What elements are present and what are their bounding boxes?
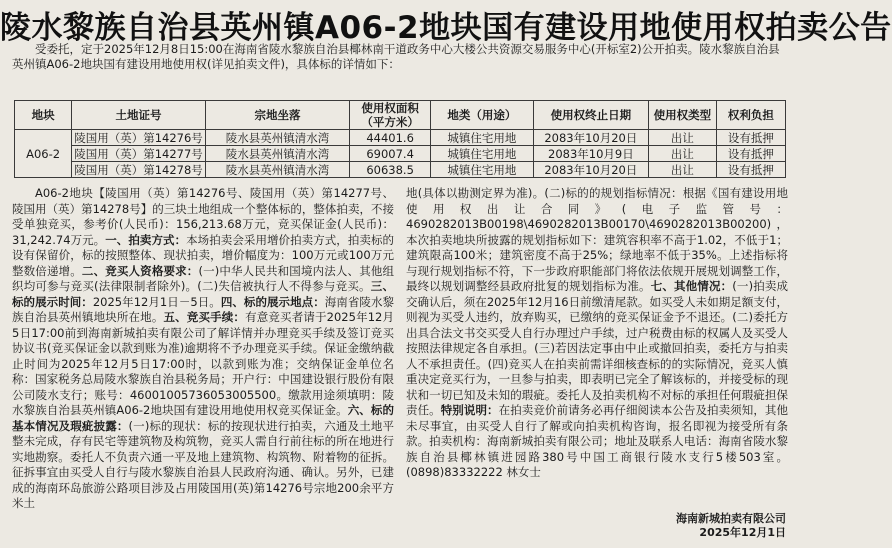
table-cell: 出让 (649, 130, 717, 146)
table-cell: 2083年10月20日 (533, 162, 648, 178)
table-row (15, 146, 786, 162)
paragraph-text: 拍卖机构：海南新城拍卖有限公司；地址及联系人电话：海南省陵水黎族自治县椰林镇进园路380号中国工商银行陵水支行5楼503室。(0898)83332222 林女士 (406, 434, 788, 479)
column-header: 地块 (15, 101, 72, 130)
table-cell: 2083年10月9日 (533, 146, 648, 162)
table-cell: 设有抵押 (716, 130, 785, 146)
section-heading: 一、拍卖方式： (105, 232, 187, 247)
table-cell: 陵国用（英）第14276号 (72, 130, 206, 146)
table-row (15, 130, 786, 146)
table-cell: 设有抵押 (716, 146, 785, 162)
right-column (406, 186, 788, 512)
signature-block (676, 512, 786, 540)
company-name: 海南新城拍卖有限公司 (676, 512, 786, 525)
column-header: 宗地坐落 (205, 101, 349, 130)
paragraph-text: (一)中华人民共和国境内法人、其他组织均可参与竞买(法律限制者除外)。(二)失信被执行人不得参与竞买。 (12, 263, 395, 293)
table-cell: 陵国用（英）第14278号 (72, 162, 206, 178)
column-header: 使用权面积（平方米） (350, 101, 431, 130)
paragraph-text: 地(具体以勘测定界为准)。(二)标的的规划指标情况：根据《国有建设用地使用权出让合同》(电子监管号：4690282013B00198\4690282013B00170\4690282013B00200)，本次拍卖地块所披露的规划指标如下：建筑容积率不高于1.02，不低于1；建筑限高100米；建筑密度不高于25%；绿地率不低于35%。上述指标将与现行规划指标不符，下一步政府职能部门将依法依规开展规划调整工作，最终以规划调整经县政府批复的规划指标为准。 (406, 186, 788, 293)
parcel-table (14, 100, 786, 178)
paragraph-text: 在拍卖竞价前请务必再仔细阅读本公告及拍卖须知，其他未尽事宜，由买受人自行了解或向拍卖机构咨询，报名即视为接受所有条款。 (406, 403, 788, 448)
column-header: 土地证号 (72, 101, 206, 130)
table-cell: 60638.5 (350, 162, 431, 178)
section-heading: 六、标的基本情况及瑕疵披露： (12, 403, 395, 433)
table-cell: 44401.6 (350, 130, 431, 146)
paragraph-text: 2025年12月1日－5日。 (92, 294, 221, 309)
page-title: 陵水黎族自治县英州镇A06-2地块国有建设用地使用权拍卖公告 (0, 10, 892, 46)
table-cell: 城镇住宅用地 (431, 146, 534, 162)
column-header: 地类（用途） (431, 101, 534, 130)
table-cell: 出让 (649, 146, 717, 162)
notice-date: 2025年12月1日 (699, 526, 786, 539)
table-cell: 设有抵押 (716, 162, 785, 178)
table-cell: 陵国用（英）第14277号 (72, 146, 206, 162)
table-header-row (15, 101, 786, 130)
section-heading: 二、竞买人资格要求： (81, 263, 199, 278)
body-paragraph (12, 186, 394, 512)
column-header: 使用权终止日期 (533, 101, 648, 130)
paragraph-text: 本场拍卖会采用增价拍卖方式，拍卖标的设有保留价，标的按照整体、现状拍卖，增价幅度为：100万元或100万元整数倍递增。 (12, 232, 395, 278)
table-row (15, 162, 786, 178)
section-heading: 五、竞买手续： (163, 310, 246, 324)
left-column (12, 186, 394, 512)
paragraph-text: (一)标的现状：标的按现状进行拍卖，六通及土地平整未完成，存有民宅等建筑物及构筑物，竞买人需自行前往标的所在地进行实地勘察。委托人不负责六通一平及地上建筑物、构筑物、附着物的征拆。征拆事宜由买受人自行与陵水黎族自治县人民政府沟通、确认。另外，已建成的海南环岛旅游公路项目涉及占用陵国用(英)第14276号宗地200余平方米土 (12, 418, 394, 510)
table-cell: 城镇住宅用地 (431, 162, 534, 178)
table-cell: 陵水县英州镇清水湾 (205, 146, 349, 162)
table-cell-plot: A06-2 (15, 130, 72, 178)
table-cell: 城镇住宅用地 (431, 130, 534, 146)
section-heading: 特别说明： (440, 403, 499, 417)
section-heading: 三、标的展示时间： (12, 279, 395, 309)
table-cell: 2083年10月20日 (533, 130, 648, 146)
section-heading: 七、其他情况： (650, 279, 733, 293)
paragraph-text: 有意竞买者请于2025年12月5日17:00前到海南新城拍卖有限公司了解详情并办理竞买手续及签订竞买协议书(竞买保证金以款到账为准)逾期将不予办理竞买手续。保证金缴纳截止时间为2025年12月5日17:00时，以款到账为准；交纳保证金单位名称：国家税务总局陵水黎族自治县税务局；开户行：中国建设银行股份有限公司陵水支行；账号：46001005736053005500。缴款用途须填明：陵水黎族自治县英州镇A06-2地块国有建设用地使用权竞买保证金。 (12, 310, 395, 417)
body-paragraph (406, 186, 788, 481)
column-header: 权利负担 (716, 101, 785, 130)
table-cell: 陵水县英州镇清水湾 (205, 162, 349, 178)
paragraph-text: A06-2地块【陵国用（英）第14276号、陵国用（英）第14277号、陵国用（英）第14278号】的三块土地组成一个整体标的，整体拍卖，不接受单独竞买，参考价(人民币)：156,213.68万元，竞买保证金(人民币)：31,242.74万元。 (12, 186, 394, 247)
table-cell: 69007.4 (350, 146, 431, 162)
section-heading: 四、标的展示地点： (220, 294, 325, 309)
column-header: 使用权类型 (649, 101, 717, 130)
paragraph-text: 海南省陵水黎族自治县英州镇地块所在地。 (12, 294, 394, 324)
body-columns (12, 186, 788, 512)
table-cell: 出让 (649, 162, 717, 178)
paragraph-text: (一)拍卖成交确认后，须在2025年12月16日前缴清尾款。如买受人未如期足额支付，则视为买受人违约，放弃购买，已缴纳的竞买保证金予不退还。(二)委托方出具合法文书交买受人自行办理过户手续，过户税费由标的权属人及买受人按照法律规定各自承担。(三)若因法定事由中止或撤回拍卖，委托方与拍卖人不承担责任。(四)竞买人在拍卖前需详细核查标的的实际情况，竞买人慎重决定竞买行为，一旦参与拍卖，即表明已完全了解该标的，并接受标的现状和一切已知及未知的瑕疵。委托人及拍卖机构不对标的承担任何瑕疵担保责任。 (406, 279, 789, 417)
intro-paragraph: 受委托，定于2025年12月8日15:00在海南省陵水黎族自治县椰林南干道政务中心大楼公共资源交易服务中心(开标室2)公开拍卖。陵水黎族自治县英州镇A06-2地块国有建设用地使用权(详见拍卖文件)，具体标的详情如下： (12, 42, 780, 71)
table-cell: 陵水县英州镇清水湾 (205, 130, 349, 146)
